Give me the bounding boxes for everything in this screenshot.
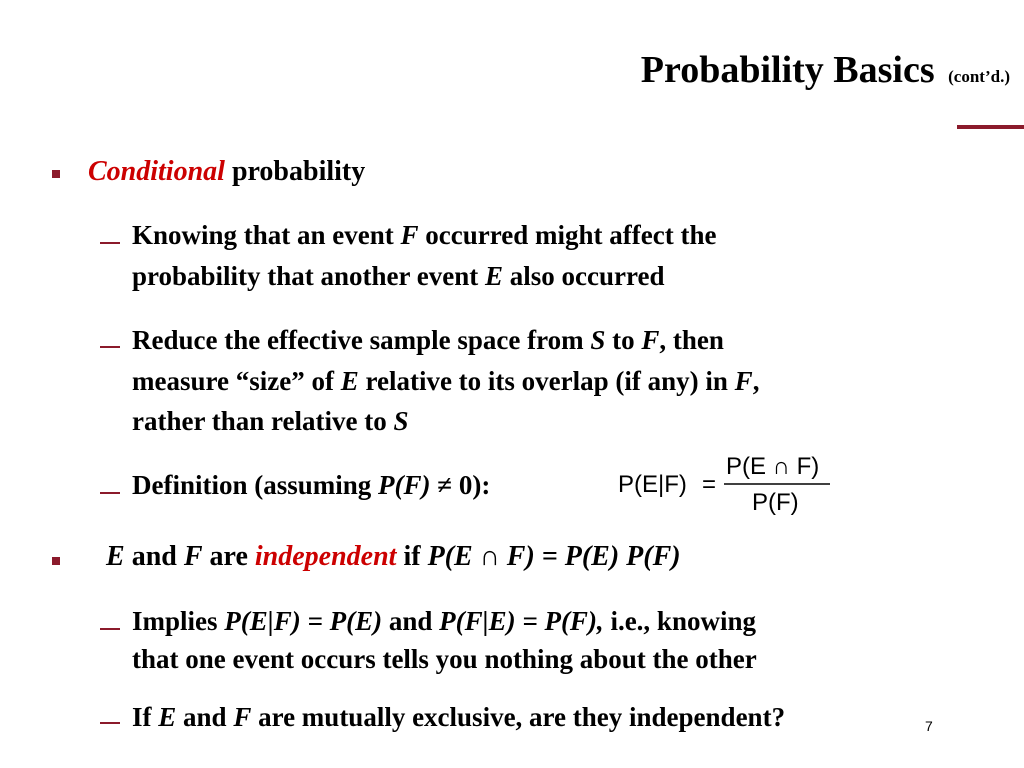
var-F: F	[400, 220, 419, 250]
t: relative to its overlap (if any) in	[358, 366, 735, 396]
t: also occurred	[503, 261, 665, 291]
var-F: F	[183, 541, 203, 572]
formula-lhs: P(E|F)	[618, 471, 687, 498]
t: measure “size” of	[132, 366, 341, 396]
t: , then	[659, 325, 724, 355]
bullet-1-text: probability	[224, 156, 366, 187]
t: probability that another event	[132, 261, 486, 291]
dash-2	[100, 346, 120, 348]
t: 0):	[458, 470, 491, 500]
bullet-square-2	[52, 557, 60, 565]
var-E: E	[485, 261, 504, 291]
var-E: E	[158, 702, 177, 732]
var-S: S	[393, 406, 409, 436]
var-E: E	[340, 366, 359, 396]
dash-4	[100, 628, 120, 630]
bullet-1	[88, 158, 365, 186]
dash-5	[100, 722, 120, 724]
expr-1: P(E|F) = P(E)	[224, 606, 383, 636]
formula-eq: =	[702, 471, 717, 498]
t: are	[202, 541, 255, 572]
formula-numerator: P(E ∩ F)	[726, 453, 820, 480]
formula-denominator: P(F)	[752, 489, 799, 516]
bullet-square-1	[52, 170, 60, 178]
dash-3	[100, 492, 120, 494]
expr-2: P(F|E) = P(F),	[439, 606, 604, 636]
t: rather than relative to	[132, 406, 394, 436]
title	[641, 48, 1010, 92]
var-E: E	[106, 541, 125, 572]
t: Implies	[132, 606, 225, 636]
t: and	[382, 606, 440, 636]
t: to	[605, 325, 642, 355]
sub-1-line-2	[132, 263, 665, 290]
sub-4-line-2	[132, 646, 757, 673]
sub-2-line-2	[132, 368, 759, 395]
var-F: F	[734, 366, 753, 396]
var-F: F	[641, 325, 660, 355]
t: Reduce the effective sample space from	[132, 325, 591, 355]
not-equal-sign: ≠	[430, 470, 459, 500]
t: and	[176, 702, 234, 732]
sub-2-line-3	[132, 408, 408, 435]
title-sub: (cont’d.)	[948, 67, 1010, 86]
t: If	[132, 702, 159, 732]
dash-1	[100, 242, 120, 244]
conditional-emph: Conditional	[88, 156, 225, 187]
var-F: F	[233, 702, 252, 732]
independent-emph: independent	[254, 541, 397, 572]
t: Definition (assuming	[132, 470, 379, 500]
page-number: 7	[925, 718, 933, 734]
bullet-2	[106, 543, 681, 571]
sub-3-line-1	[132, 472, 490, 499]
t: are mutually exclusive, are they independent?	[251, 702, 786, 732]
sub-1-line-1	[132, 222, 716, 249]
t: and	[124, 541, 184, 572]
t: if	[396, 541, 428, 572]
title-divider	[957, 125, 1024, 129]
t: that one event occurs tells you nothing about the other	[132, 644, 757, 674]
t: occurred might affect the	[418, 220, 717, 250]
sub-2-line-1	[132, 327, 724, 354]
title-main: Probability Basics	[640, 49, 935, 91]
sub-4-line-1	[132, 608, 756, 635]
independence-expr: P(E ∩ F) = P(E) P(F)	[427, 541, 681, 572]
t: i.e., knowing	[603, 606, 756, 636]
t: ,	[752, 366, 760, 396]
sub-5-line-1	[132, 704, 785, 731]
conditional-probability-formula	[618, 452, 838, 522]
expr-PF: P(F)	[378, 470, 431, 500]
var-S: S	[590, 325, 606, 355]
t: Knowing that an event	[132, 220, 401, 250]
